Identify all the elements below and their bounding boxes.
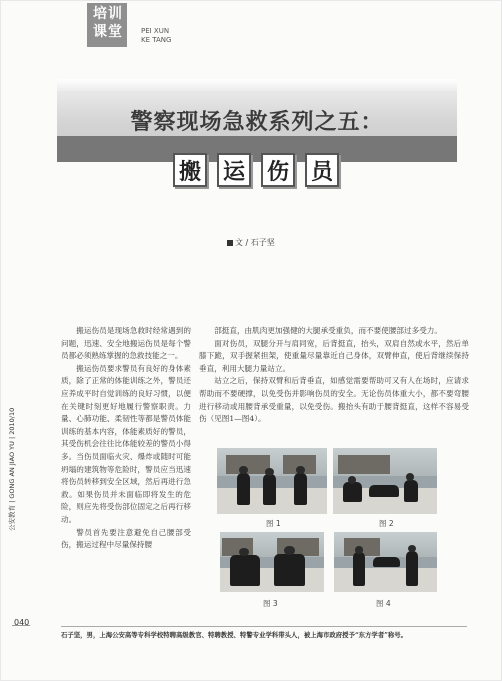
paragraph: 搬运伤员要求警员有良好的身体素质，除了正常的体能训练之外，警员还应养成平时自觉训练的良好习惯，以便在关键时刻更好地履行警察职责。力量、心肺功能、柔韧性等都是警员体能训练的基本内容，体能素质好的警员，其受伤机会往往比体能较差的警员小得多。当伤员面临火灾、爆炸或随时可能坍塌的建筑物等危险时，警员应当迅速将伤员转移到安全区域，然后再进行急救。如果伤员并未面临即将发生的危险，则应先将受伤部位固定之后再行移动。 (61, 363, 191, 524)
paragraph: 警员首先要注意避免自己腰部受伤，搬运过程中尽量保持腰 (61, 527, 191, 550)
byline-square-icon (227, 240, 233, 246)
section-badge-text (93, 5, 129, 41)
subtitle-char: 运 (217, 153, 251, 187)
figure-4-caption: 图 4 (376, 599, 391, 608)
figure-4-photo (334, 532, 437, 592)
subtitle-char: 搬 (173, 153, 207, 187)
paragraph: 站立之后，保持双臂和后背垂直，如感觉需要帮助可又有人在场时，应请求帮助而不要硬撑，以免受伤并影响伤员的安全。无论伤员体重大小，都不要弯腰进行移动或用腰背承受重量，以免受伤。搬抬头有助于腰背挺直，这样不容易受伤（见图1—图4）。 (199, 376, 469, 424)
footnote-rule (61, 626, 467, 627)
figure-3-photo (220, 532, 324, 592)
byline (227, 237, 275, 248)
figure-2-photo (333, 448, 437, 514)
figure-1-caption: 图 1 (266, 519, 281, 528)
pinyin-line-1: PEI XUN (141, 27, 170, 35)
paragraph: 部挺直，由肌肉更加强健的大腿承受重负，而不要使腰部过多受力。 (214, 326, 442, 335)
pinyin-line-2: KE TANG (141, 36, 172, 44)
figure-1-photo (217, 448, 327, 514)
paragraph: 面对伤员，双腿分开与肩同宽，后背挺直，抬头，双肩自然或水平，然后单膝下跪，双手握紧担架，使重量尽量靠近自己身体，双臂伸直，使后背继续保持垂直，利用大腿力量站立。 (199, 338, 469, 373)
author-footnote: 石子坚，男，上海公安高等专科学校特聘高级教官、特聘教授、特警专业学科带头人，被上海市政府授予“东方学者”称号。 (61, 631, 408, 639)
article-title: 警察现场急救系列之五： (130, 110, 384, 135)
byline-text: 文 / 石子坚 (235, 238, 275, 247)
page-number: 040 (14, 618, 30, 627)
figure-3-caption: 图 3 (263, 599, 278, 608)
body-column-right (199, 325, 469, 426)
paragraph: 搬运伤员是现场急救时经常遇到的问题，迅速、安全地搬运伤员是每个警员都必须熟练掌握的急救技能之一。 (61, 326, 191, 361)
subtitle-char: 伤 (261, 153, 295, 187)
figure-2-caption: 图 2 (379, 519, 394, 528)
section-pinyin (141, 27, 171, 45)
badge-line-2: 课堂 (93, 24, 123, 40)
journal-side-caption: 公安教育 | GONG AN JIAO YU | 2010/10 (8, 407, 16, 531)
body-column-left (61, 325, 191, 552)
subtitle-char: 员 (305, 153, 339, 187)
article-subtitle (173, 153, 339, 187)
badge-line-1: 培训 (93, 6, 123, 22)
